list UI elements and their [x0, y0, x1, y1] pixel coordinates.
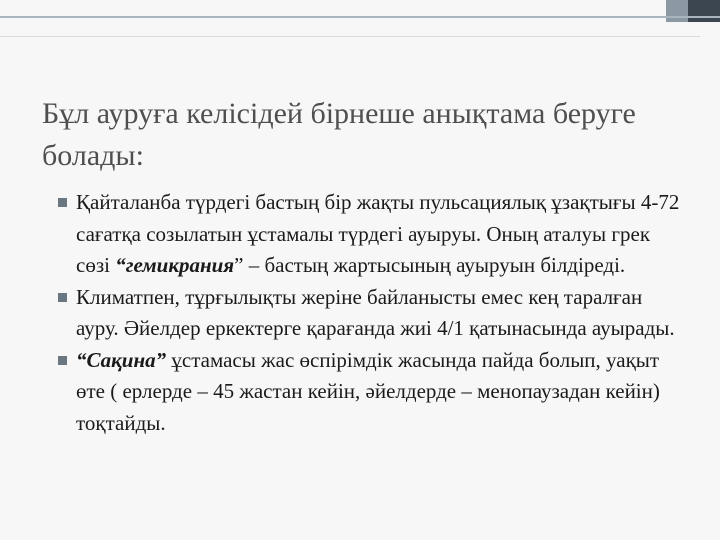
bullet-text: Климатпен, тұрғылықты жеріне байланысты емес кең таралған ауру. Әйелдер еркектерге қарағанда жиі 4/1 қатынасында ауырады.: [76, 284, 675, 340]
bullet-item: [58, 282, 688, 345]
slide-title: Бұл ауруға келісідей бірнеше анықтама беруге болады:: [42, 97, 636, 172]
top-rule-right: [666, 16, 720, 18]
corner-block-light: [666, 0, 688, 22]
corner-decoration: [666, 0, 720, 22]
bullet-emphasis: “Сақина”: [76, 347, 167, 372]
bullet-item: [58, 345, 688, 440]
bullet-item: [58, 187, 688, 282]
square-bullet-icon: [58, 198, 67, 207]
top-rule-thin: [0, 36, 700, 37]
bullet-text: ұстамасы жас өспірімдік жасында пайда болып, уақыт өте ( ерлерде – 45 жастан кейін, әйелдерде – менопаузадан кейін) тоқтайды.: [76, 347, 660, 435]
bullet-text: ” – бастың жартысының ауыруын білдіреді.: [234, 253, 626, 277]
bullet-list: [58, 187, 688, 439]
corner-block-dark: [688, 0, 720, 22]
bullet-emphasis: “гемикрания: [115, 253, 235, 277]
top-rule: [0, 16, 666, 18]
bullet-text: Қайталанба түрдегі бастың бір жақты пульсациялық ұзақтығы 4-72 сағатқа созылатын ұстамалы түрдегі ауыруы. Оның аталуы грек сөзі: [76, 190, 680, 277]
square-bullet-icon: [58, 356, 67, 365]
square-bullet-icon: [58, 293, 67, 302]
